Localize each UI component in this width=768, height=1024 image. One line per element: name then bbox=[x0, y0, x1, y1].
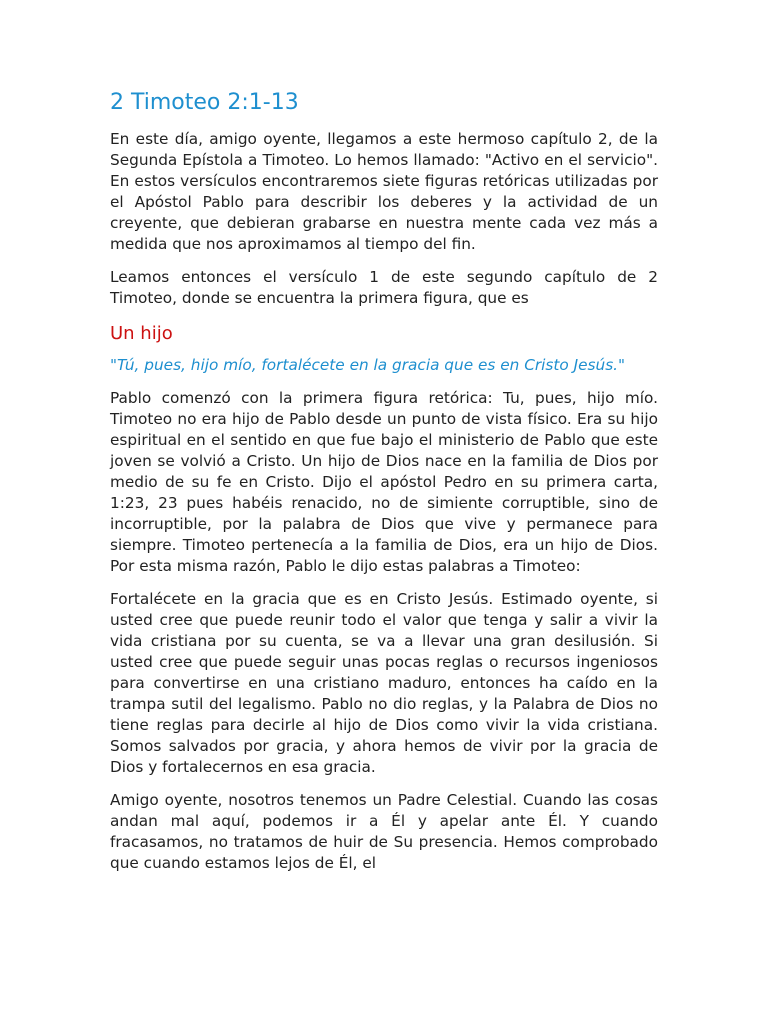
body-paragraph-2: Fortalécete en la gracia que es en Cristo Jesús. Estimado oyente, si usted cree que puede reunir todo el valor que tenga y salir a vivir la vida cristiana por su cuenta, se va a llevar una gran desilusión. Si usted cree que puede seguir unas pocas reglas o recursos ingeniosos para convertirse en una cristiano maduro, entonces ha caído en la trampa sutil del legalismo. Pablo no dio reglas, y la Palabra de Dios no tiene reglas para decirle al hijo de Dios como vivir la vida cristiana. Somos salvados por gracia, y ahora hemos de vivir por la gracia de Dios y fortalecernos en esa gracia. bbox=[110, 590, 658, 776]
page-title: 2 Timoteo 2:1-13 bbox=[110, 90, 299, 115]
document-page bbox=[110, 88, 658, 886]
intro-paragraph-1: En este día, amigo oyente, llegamos a este hermoso capítulo 2, de la Segunda Epístola a Timoteo. Lo hemos llamado: "Activo en el servicio". En estos versículos encontraremos siete figuras retóricas utilizadas por el Apóstol Pablo para describir los deberes y la actividad de un creyente, que debieran grabarse en nuestra mente cada vez más a medida que nos aproximamos al tiempo del fin. bbox=[110, 130, 658, 253]
section-heading: Un hijo bbox=[110, 323, 173, 344]
scripture-quote: "Tú, pues, hijo mío, fortalécete en la gracia que es en Cristo Jesús." bbox=[110, 356, 626, 374]
body-paragraph-1: Pablo comenzó con la primera figura retórica: Tu, pues, hijo mío. Timoteo no era hijo de Pablo desde un punto de vista físico. Era su hijo espiritual en el sentido en que fue bajo el ministerio de Pablo que este joven se volvió a Cristo. Un hijo de Dios nace en la familia de Dios por medio de su fe en Cristo. Dijo el apóstol Pedro en su primera carta, 1:23, 23 pues habéis renacido, no de simiente corruptible, sino de incorruptible, por la palabra de Dios que vive y permanece para siempre. Timoteo pertenecía a la familia de Dios, era un hijo de Dios. Por esta misma razón, Pablo le dijo estas palabras a Timoteo: bbox=[110, 389, 658, 575]
intro-paragraph-2: Leamos entonces el versículo 1 de este segundo capítulo de 2 Timoteo, donde se encuentra la primera figura, que es bbox=[110, 268, 658, 307]
body-paragraph-3: Amigo oyente, nosotros tenemos un Padre Celestial. Cuando las cosas andan mal aquí, podemos ir a Él y apelar ante Él. Y cuando fracasamos, no tratamos de huir de Su presencia. Hemos comprobado que cuando estamos lejos de Él, el bbox=[110, 791, 658, 872]
